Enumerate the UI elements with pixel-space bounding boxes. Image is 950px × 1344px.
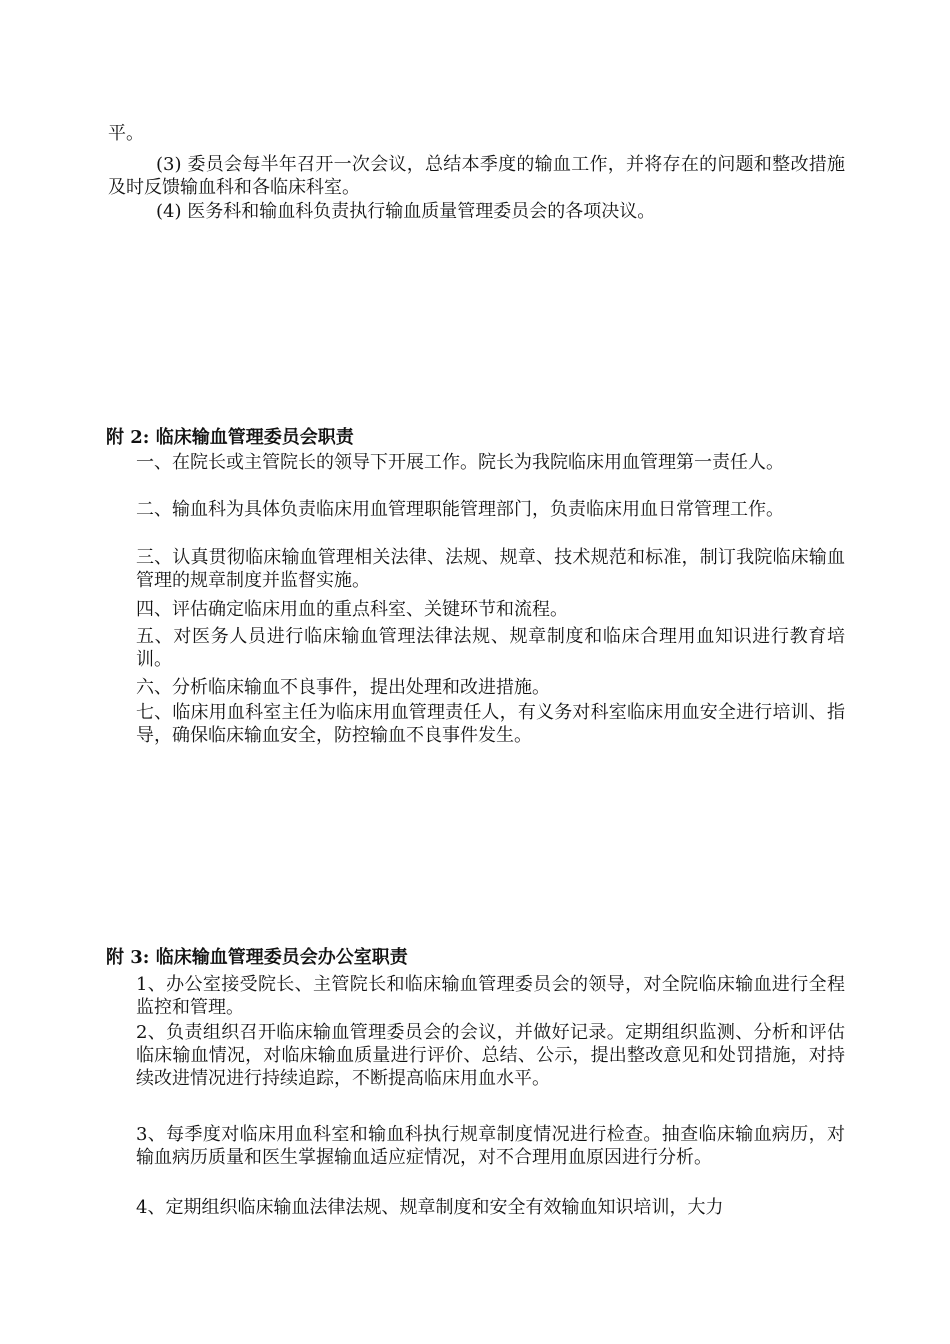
annex2-item-6: 六、分析临床输血不良事件，提出处理和改进措施。 (136, 677, 550, 698)
top-item-4: (4) 医务科和输血科负责执行输血质量管理委员会的各项决议。 (156, 201, 656, 222)
annex2-item-1: 一、在院长或主管院长的领导下开展工作。院长为我院临床用血管理第一责任人。 (136, 452, 784, 473)
annex3-item-1: 1、办公室接受院长、主管院长和临床输血管理委员会的领导，对全院临床输血进行全程监控和管理。 (136, 974, 845, 1018)
annex3-item-4: 4、定期组织临床输血法律法规、规章制度和安全有效输血知识培训，大力 (136, 1197, 724, 1218)
annex3-item-3: 3、每季度对临床用血科室和输血科执行规章制度情况进行检查。抽查临床输血病历，对输血病历质量和医生掌握输血适应症情况，对不合理用血原因进行分析。 (136, 1124, 845, 1168)
continuation-text: 平。 (108, 123, 144, 144)
annex2-item-3: 三、认真贯彻临床输血管理相关法律、法规、规章、技术规范和标准，制订我院临床输血管理的规章制度并监督实施。 (136, 547, 845, 591)
annex3-heading: 附 3: 临床输血管理委员会办公室职责 (106, 947, 408, 968)
annex2-item-7: 七、临床用血科室主任为临床用血管理责任人，有义务对科室临床用血安全进行培训、指导，确保临床输血安全，防控输血不良事件发生。 (136, 702, 845, 746)
annex2-item-5: 五、对医务人员进行临床输血管理法律法规、规章制度和临床合理用血知识进行教育培训。 (136, 626, 845, 670)
annex3-item-2: 2、负责组织召开临床输血管理委员会的会议，并做好记录。定期组织监测、分析和评估临床输血情况，对临床输血质量进行评价、总结、公示，提出整改意见和处罚措施，对持续改进情况进行持续追踪，不断提高临床用血水平。 (136, 1022, 845, 1089)
annex2-item-2: 二、输血科为具体负责临床用血管理职能管理部门，负责临床用血日常管理工作。 (136, 499, 784, 520)
annex2-heading: 附 2: 临床输血管理委员会职责 (106, 427, 354, 448)
top-item-3: (3) 委员会每半年召开一次会议，总结本季度的输血工作，并将存在的问题和整改措施及时反馈输血科和各临床科室。 (108, 154, 845, 198)
annex2-item-4: 四、评估确定临床用血的重点科室、关键环节和流程。 (136, 599, 568, 620)
